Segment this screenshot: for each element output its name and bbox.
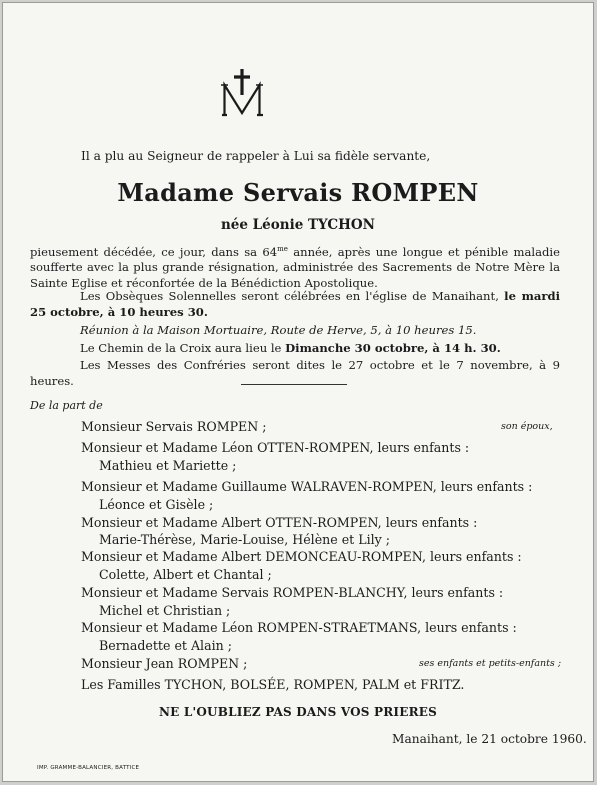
- family-children: Léonce et Gisèle ;: [99, 497, 214, 512]
- family-children: Bernadette et Alain ;: [99, 638, 232, 653]
- family-line: Monsieur et Madame Léon OTTEN-ROMPEN, leurs enfants :: [81, 440, 470, 455]
- prayer-request: NE L'OUBLIEZ PAS DANS VOS PRIERES: [159, 705, 437, 719]
- reunion-text: Réunion à la Maison Mortuaire, Route de Herve, 5, à 10 heures 15.: [80, 323, 477, 337]
- funeral-paragraph: Les Obsèques Solennelles seront célébrées en l'église de Manaihant, le mardi 25 octobre, à 10 heures 30.: [30, 289, 560, 319]
- family-line: Les Familles TYCHON, BOLSÉE, ROMPEN, PALM et FRITZ.: [81, 677, 465, 692]
- marian-monogram-icon: [213, 65, 271, 117]
- family-line: Monsieur et Madame Albert DEMONCEAU-ROMPEN, leurs enfants :: [81, 549, 522, 564]
- death-paragraph: pieusement décédée, ce jour, dans sa $64^{me}$ année, après une longue et pénible maladie soufferte avec la plus grande résignation, administrée des Sacrements de Notre Mère la Sainte Eglise et réconfortée de la Bénédiction Apostolique.: [30, 244, 561, 290]
- deceased-name: Madame Servais ROMPEN: [117, 178, 479, 207]
- messes-text: Les Messes des Confréries seront dites le 27 octobre et le 7 novembre, à 9 heures.: [30, 358, 560, 388]
- intro-text: Il a plu au Seigneur de rappeler à Lui sa fidèle servante,: [81, 149, 431, 163]
- family-children: Colette, Albert et Chantal ;: [99, 567, 272, 582]
- de-la-part-label: De la part de: [30, 399, 103, 412]
- family-children: Mathieu et Mariette ;: [99, 458, 237, 473]
- family-children: Michel et Christian ;: [99, 603, 231, 618]
- family-line: Monsieur et Madame Léon ROMPEN-STRAETMANS, leurs enfants :: [81, 620, 517, 635]
- family-line: Monsieur Servais ROMPEN ;: [81, 419, 267, 434]
- family-children: Marie-Thérèse, Marie-Louise, Hélène et Lily ;: [99, 532, 391, 547]
- family-line: Monsieur et Madame Albert OTTEN-ROMPEN, leurs enfants :: [81, 515, 478, 530]
- family-line: Monsieur Jean ROMPEN ;: [81, 656, 248, 671]
- separator-line: [241, 384, 347, 385]
- chemin-text: Le Chemin de la Croix aura lieu le Dimanche 30 octobre, à 14 h. 30.: [80, 341, 501, 355]
- obituary-card: [2, 2, 594, 782]
- family-line: Monsieur et Madame Guillaume WALRAVEN-ROMPEN, leurs enfants :: [81, 479, 533, 494]
- family-role: son époux,: [501, 421, 553, 432]
- printer-imprint: IMP. GRAMME-BALANCIER, BATTICE: [37, 765, 140, 771]
- family-role: ses enfants et petits-enfants ;: [419, 658, 562, 669]
- place-date: Manaihant, le 21 octobre 1960.: [392, 732, 587, 746]
- maiden-name: née Léonie TYCHON: [220, 217, 376, 233]
- family-line: Monsieur et Madame Servais ROMPEN-BLANCHY, leurs enfants :: [81, 585, 504, 600]
